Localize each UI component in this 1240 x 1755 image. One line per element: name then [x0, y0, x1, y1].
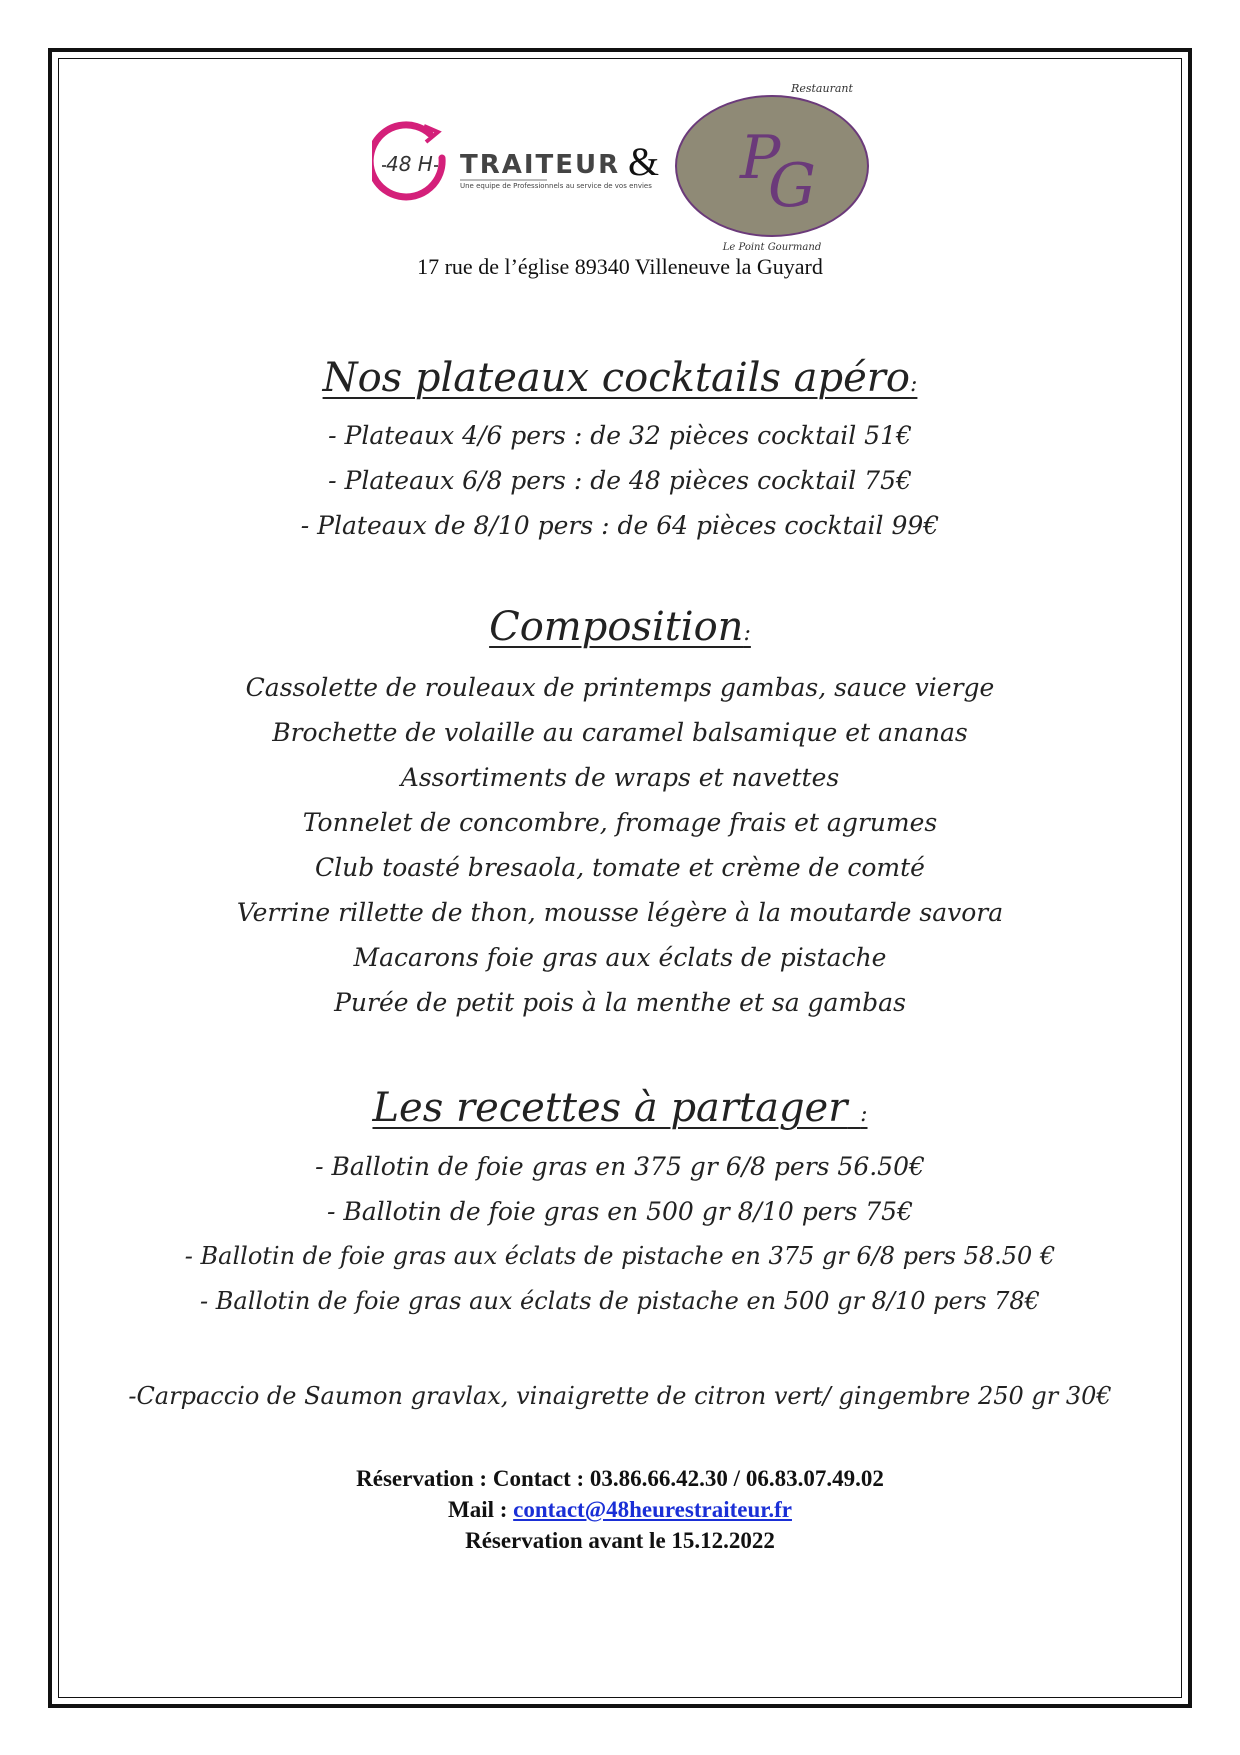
- recettes-colon: :: [860, 1102, 868, 1127]
- svg-text:Le Point Gourmand: Le Point Gourmand: [722, 242, 822, 253]
- logo-brand-text: TRAITEUR: [460, 150, 621, 180]
- list-item: - Ballotin de foie gras aux éclats de pistache en 375 gr 6/8 pers 58.50 €: [184, 1242, 1056, 1270]
- carpaccio-item: -Carpaccio de Saumon gravlax, vinaigrette de citron vert/ gingembre 250 gr 30€: [128, 1382, 1112, 1410]
- traiteur-logo: [372, 118, 652, 210]
- logo-tagline: Une equipe de Professionnels au service de vos envies: [460, 182, 652, 190]
- recettes-title: Les recettes à partager: [372, 1085, 848, 1131]
- svg-text:P: P: [740, 123, 781, 193]
- composition-list: [0, 665, 1240, 1025]
- composition-title: Composition: [489, 604, 744, 650]
- list-item: - Plateaux 4/6 pers : de 32 pièces cocktail 51€: [328, 421, 912, 450]
- mail-line: [0, 1494, 1240, 1525]
- list-item: Verrine rillette de thon, mousse légère à la moutarde savora: [236, 898, 1004, 927]
- list-item: Assortiments de wraps et navettes: [400, 763, 840, 792]
- composition-heading: [0, 604, 1240, 650]
- composition-colon: :: [743, 621, 751, 646]
- list-item: - Plateaux 6/8 pers : de 48 pièces cocktail 75€: [328, 466, 912, 495]
- recettes-list: [0, 1144, 1240, 1324]
- list-item: Cassolette de rouleaux de printemps gambas, sauce vierge: [245, 673, 995, 702]
- mail-label: Mail :: [448, 1497, 508, 1522]
- point-gourmand-logo: [672, 78, 872, 253]
- plateaux-colon: :: [909, 372, 918, 397]
- list-item: - Ballotin de foie gras en 375 gr 6/8 pers 56.50€: [315, 1152, 925, 1181]
- list-item: Purée de petit pois à la menthe et sa gambas: [334, 988, 906, 1017]
- reservation-contact: Réservation : Contact : 03.86.66.42.30 / 06.83.07.49.02: [356, 1466, 884, 1491]
- plateaux-title: Nos plateaux cocktails apéro: [322, 355, 910, 401]
- list-item: Brochette de volaille au caramel balsamique et ananas: [272, 718, 968, 747]
- pg-emblem-icon: [672, 78, 872, 253]
- list-item: Club toasté bresaola, tomate et crème de comté: [315, 853, 925, 882]
- list-item: - Ballotin de foie gras aux éclats de pistache en 500 gr 8/10 pers 78€: [200, 1287, 1040, 1315]
- plateaux-heading: [0, 355, 1240, 401]
- reservation-deadline: Réservation avant le 15.12.2022: [465, 1528, 775, 1553]
- svg-text:G: G: [768, 151, 816, 221]
- list-item: Tonnelet de concombre, fromage frais et agrumes: [302, 808, 938, 837]
- list-item: - Plateaux de 8/10 pers : de 64 pièces cocktail 99€: [300, 511, 940, 540]
- list-item: Macarons foie gras aux éclats de pistache: [353, 943, 887, 972]
- logo-48h-text: 48 H: [386, 152, 433, 176]
- svg-text:Restaurant: Restaurant: [791, 82, 853, 95]
- address: 17 rue de l’église 89340 Villeneuve la Guyard: [417, 254, 823, 279]
- reservation-footer: [0, 1463, 1240, 1556]
- plateaux-list: [0, 413, 1240, 548]
- mail-link[interactable]: contact@48heurestraiteur.fr: [513, 1497, 792, 1522]
- list-item: - Ballotin de foie gras en 500 gr 8/10 pers 75€: [327, 1197, 913, 1226]
- recettes-heading: [0, 1085, 1240, 1131]
- ampersand: &: [628, 139, 660, 184]
